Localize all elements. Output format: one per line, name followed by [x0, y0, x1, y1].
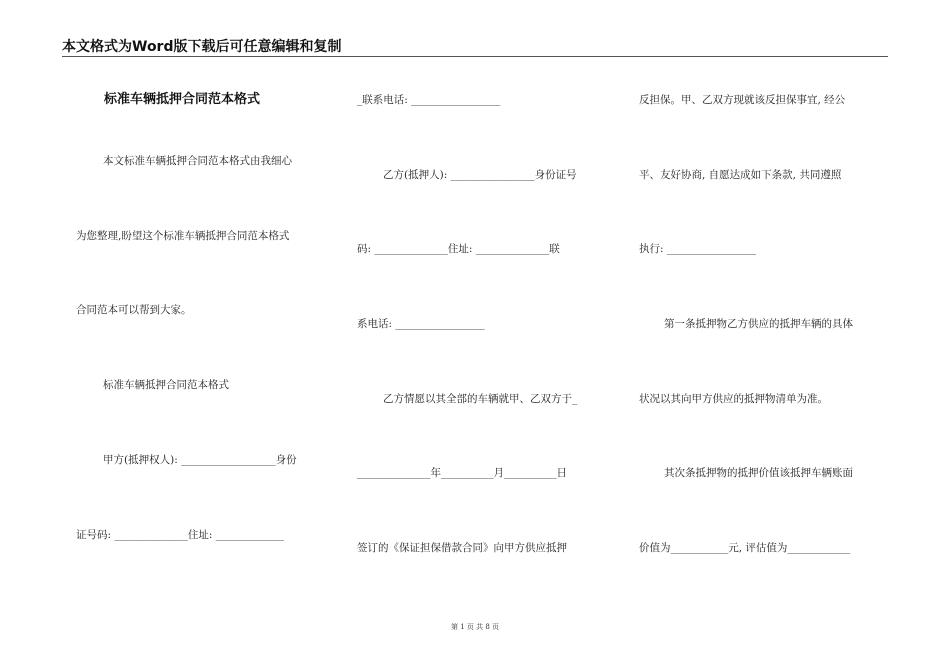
- paragraph-line: 签订的《保证担保借款合同》向甲方供应抵押: [357, 542, 567, 554]
- paragraph-line: 系电话: _________________: [357, 318, 485, 330]
- paragraph-line: 码: ______________住址: ______________联: [357, 243, 560, 255]
- paragraph-line: 执行: _________________: [639, 243, 757, 255]
- column-1: [0, 0, 340, 640]
- paragraph-line: 合同范本可以帮到大家。: [76, 304, 192, 316]
- paragraph-line: 甲方(抵押权人): __________________身份: [103, 454, 297, 466]
- paragraph-line: 证号码: ______________住址: _____________: [76, 529, 285, 541]
- paragraph-line: ______________年__________月__________日: [357, 467, 567, 479]
- paragraph-line: _联系电话: _________________: [357, 94, 501, 106]
- section-heading: 其次条抵押物的抵押价值该抵押车辆账面: [664, 467, 853, 479]
- document-title: 标准车辆抵押合同范本格式: [104, 92, 261, 107]
- paragraph-line: 平、友好协商, 自愿达成如下条款, 共同遵照: [639, 169, 842, 181]
- paragraph-line: 反担保。甲、乙双方现就该反担保事宜, 经公: [639, 94, 846, 106]
- paragraph-line: 乙方情愿以其全部的车辆就甲、乙双方于_: [383, 393, 578, 405]
- paragraph-line: 乙方(抵押人): ________________身份证号: [383, 169, 577, 181]
- paragraph-line: 为您整理,盼望这个标准车辆抵押合同范本格式: [76, 230, 290, 242]
- column-2: [340, 0, 620, 640]
- paragraph-line: 本文标准车辆抵押合同范本格式由我细心: [103, 155, 292, 167]
- section-heading: 标准车辆抵押合同范本格式: [103, 379, 229, 391]
- paragraph-line: 状况以其向甲方供应的抵押物清单为准。: [639, 393, 828, 405]
- section-heading: 第一条抵押物乙方供应的抵押车辆的具体: [664, 318, 853, 330]
- column-3: [620, 0, 920, 640]
- page-number: 第 1 页 共 8 页: [450, 623, 500, 631]
- document-banner: 本文格式为Word版下载后可任意编辑和复制: [62, 39, 342, 55]
- paragraph-line: 价值为___________元, 评估值为____________: [639, 542, 851, 554]
